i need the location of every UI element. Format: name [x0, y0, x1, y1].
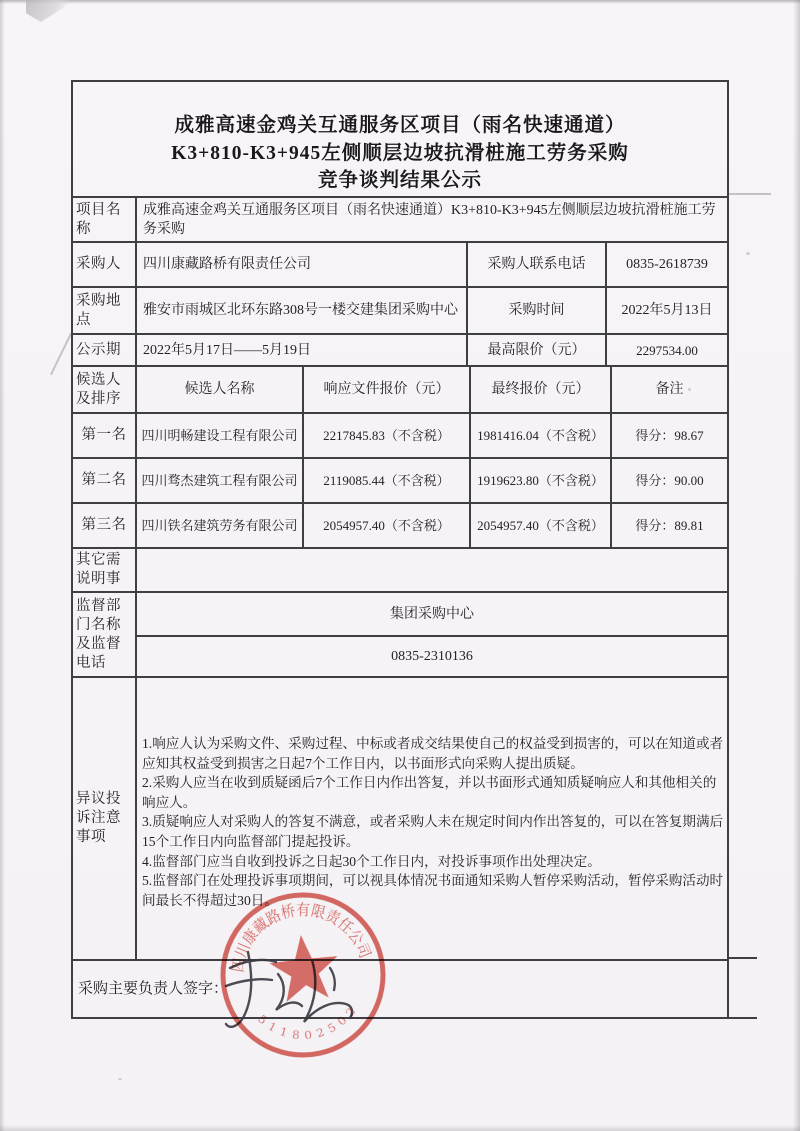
supervision-phone: 0835-2310136 — [391, 649, 473, 664]
candidates-header-row — [73, 365, 727, 412]
title-line-3: 竞争谈判结果公示 — [317, 170, 482, 191]
other-notes-label: 其它需说明事 — [73, 549, 137, 591]
paper-corner-fold — [26, 0, 76, 22]
objection-item-2: 2.采购人应当在收到质疑函后7个工作日内作出答复，并以书面形式通知质疑响应人和其他相关的响应人。 — [142, 775, 717, 810]
objection-item-3: 3.质疑响应人对采购人的答复不满意，或者采购人未在规定时间内作出答复的，可以在答复期满后15个工作日内向监督部门提起投诉。 — [142, 814, 724, 849]
supervision-label: 监督部门名称及监督电话 — [73, 593, 137, 676]
procurement-result-table — [71, 80, 729, 1019]
candidate-3-remark: 得分：89.81 — [635, 518, 704, 533]
location-value: 雅安市雨城区北环东路308号一楼交建集团采购中心 — [137, 288, 468, 333]
scan-line-bleed — [729, 957, 757, 959]
title-line-2: K3+810-K3+945左侧顺层边坡抗滑桩施工劳务采购 — [171, 142, 629, 164]
objection-item-4: 4.监督部门应当自收到投诉之日起30个工作日内，对投诉事项作出处理决定。 — [142, 853, 601, 869]
candidate-3-doc-price: 2054957.40（不含税） — [304, 504, 471, 547]
candidate-3-final-price: 2054957.40（不含税） — [471, 504, 612, 547]
scan-speck — [746, 252, 750, 255]
candidate-3-rank: 第三名 — [73, 504, 137, 547]
seal-star-icon — [267, 931, 342, 1003]
project-name-value: 成雅高速金鸡关互通服务区项目（雨名快速通道）K3+810-K3+945左侧顺层边坡抗滑桩施工劳务采购 — [143, 202, 716, 237]
candidate-1-final-price: 1981416.04（不含税） — [471, 414, 612, 457]
candidate-1-name: 四川明畅建设工程有限公司 — [137, 414, 304, 457]
candidate-2-final-price: 1919623.80（不含税） — [471, 459, 612, 502]
table-row-project-name — [73, 196, 727, 241]
signature-label: 采购主要负责人签字： — [78, 980, 229, 997]
paper-edge-left — [0, 0, 5, 1131]
title-line-1: 成雅高速金鸡关互通服务区项目（雨名快速通道） — [174, 115, 626, 136]
table-row-signature — [73, 959, 727, 1017]
purchaser-label: 采购人 — [73, 243, 137, 286]
max-price-label: 最高限价（元） — [468, 335, 607, 365]
scan-scratch-artifact — [50, 333, 72, 375]
publicity-period-label: 公示期 — [73, 335, 137, 365]
objection-item-1: 1.响应人认为采购文件、采购过程、中标或者成交结果使自己的权益受到损害的，可以在知道或者应知其权益受到损害之日起7个工作日内，以书面形式向采购人提出质疑。 — [142, 736, 724, 771]
scan-line-bleed — [729, 1017, 757, 1019]
candidate-1-rank: 第一名 — [73, 414, 137, 457]
candidates-doc-price-header: 响应文件报价（元） — [304, 367, 471, 412]
purchase-time-label: 采购时间 — [468, 288, 607, 333]
table-row-publicity — [73, 333, 727, 365]
table-row-other-notes — [73, 547, 727, 591]
purchaser-phone-label: 采购人联系电话 — [468, 243, 607, 286]
purchaser-phone-value: 0835-2618739 — [626, 257, 708, 272]
candidate-row-2 — [73, 457, 727, 502]
candidate-row-1 — [73, 412, 727, 457]
objection-item-5: 5.监督部门在处理投诉事项期间，可以视具体情况书面通知采购人暂停采购活动，暂停采购活动时间最长不得超过30日。 — [142, 873, 724, 908]
candidate-2-doc-price: 2119085.44（不含税） — [304, 459, 471, 502]
purchaser-value: 四川康藏路桥有限责任公司 — [137, 243, 468, 286]
supervision-dept: 集团采购中心 — [137, 593, 727, 637]
location-label: 采购地点 — [73, 288, 137, 333]
table-row-purchaser — [73, 241, 727, 286]
candidate-2-name: 四川骛杰建筑工程有限公司 — [137, 459, 304, 502]
supervision-values — [137, 593, 727, 676]
table-row-supervision — [73, 591, 727, 676]
candidate-1-remark: 得分：98.67 — [635, 428, 704, 443]
scan-line-bleed — [729, 193, 771, 195]
paper-edge-bottom — [0, 1125, 800, 1131]
document-title-block — [73, 82, 727, 196]
other-notes-value — [137, 549, 727, 591]
table-row-location — [73, 286, 727, 333]
candidate-row-3 — [73, 502, 727, 547]
candidates-remark-header: 备注 — [655, 382, 684, 397]
candidates-rank-header: 候选人及排序 — [73, 367, 137, 412]
purchase-time-value: 2022年5月13日 — [621, 303, 713, 318]
candidate-2-rank: 第二名 — [73, 459, 137, 502]
max-price-value: 2297534.00 — [636, 342, 698, 358]
scan-speck — [118, 1078, 122, 1080]
objection-label: 异议投诉注意事项 — [73, 678, 137, 959]
table-row-objection — [73, 676, 727, 959]
candidate-3-name: 四川铁名建筑劳务有限公司 — [137, 504, 304, 547]
candidate-2-remark: 得分：90.00 — [635, 473, 704, 488]
seal-company-text: 四川康藏路桥有限责任公司 — [229, 902, 374, 974]
candidates-name-header: 候选人名称 — [137, 367, 304, 412]
publicity-period-value: 2022年5月17日——5月19日 — [137, 335, 468, 365]
project-name-label: 项目名称 — [73, 198, 137, 241]
seal-number: 511802502 — [255, 1001, 361, 1043]
candidate-1-doc-price: 2217845.83（不含税） — [304, 414, 471, 457]
candidates-final-price-header: 最终报价（元） — [471, 367, 612, 412]
company-seal — [204, 876, 402, 1074]
